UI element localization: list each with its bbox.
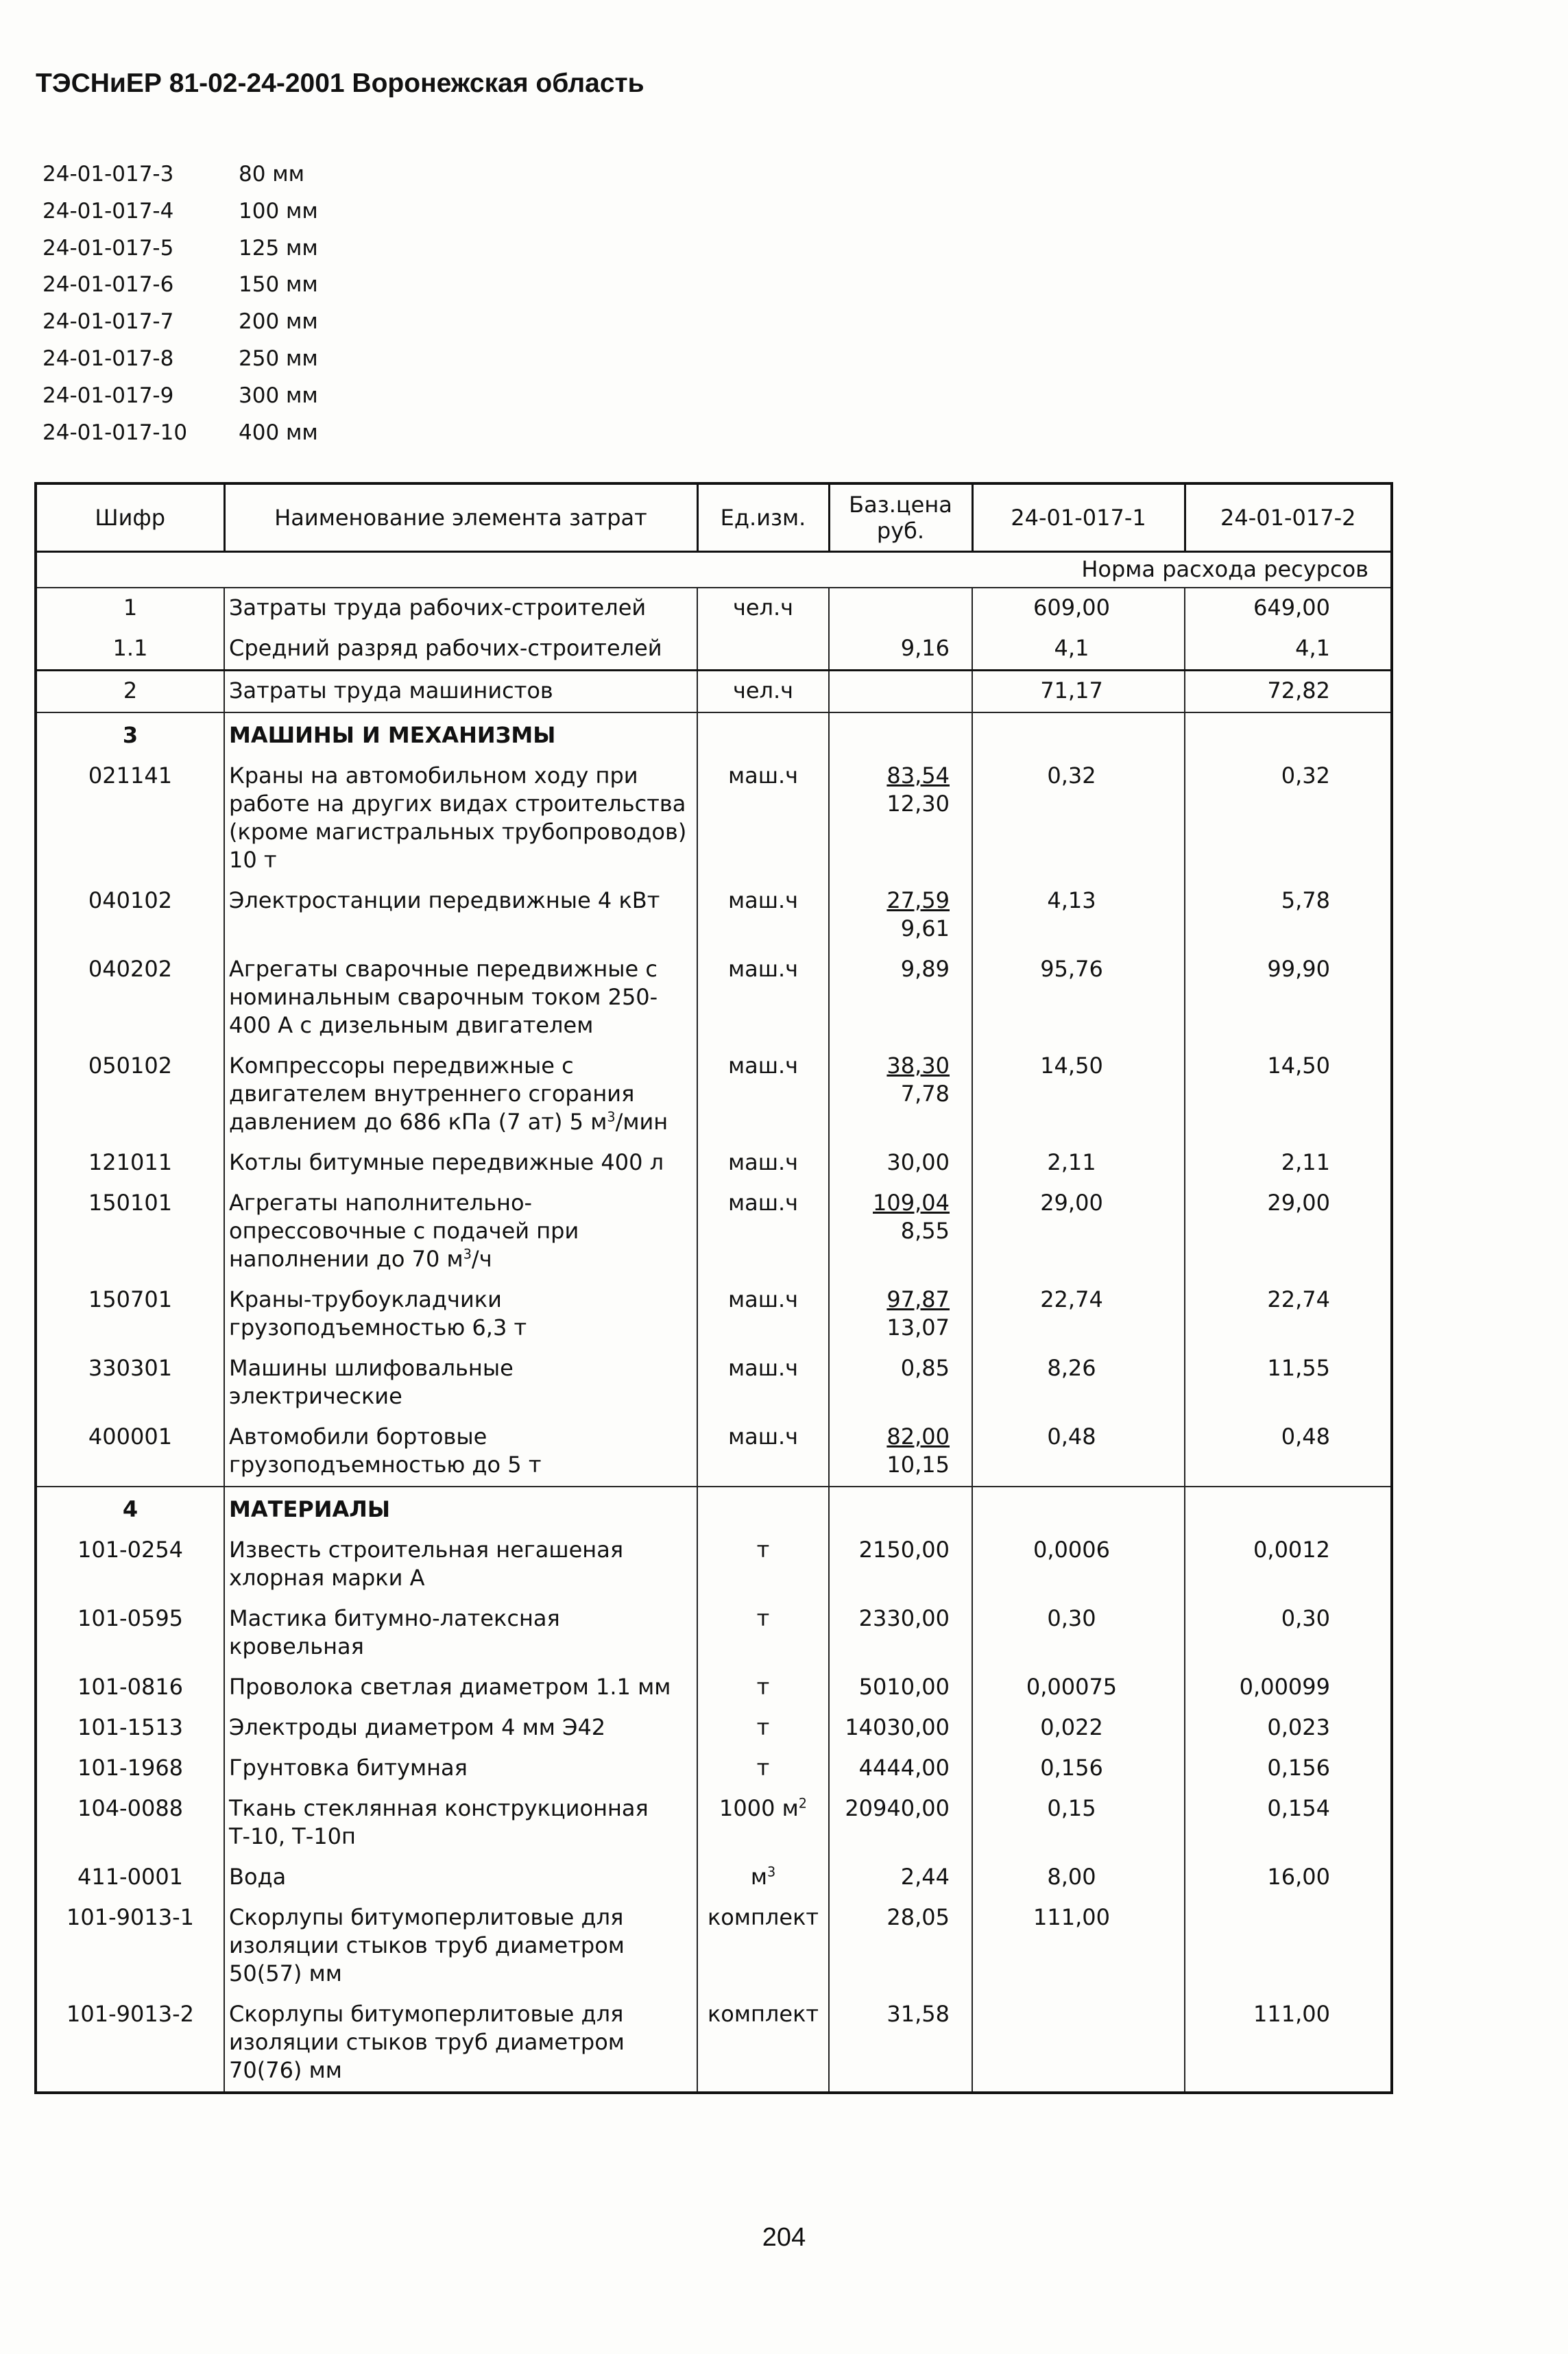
cell-value-1: 4,1 — [972, 629, 1185, 671]
cell-name: Грунтовка битумная — [224, 1749, 697, 1789]
cell-value-1: 14,50 — [972, 1046, 1185, 1143]
cell-value-1: 8,00 — [972, 1858, 1185, 1898]
code-list-item — [43, 272, 318, 309]
cell-code: 104-0088 — [36, 1789, 224, 1858]
cell-price — [829, 1708, 972, 1749]
cell-name: Краны на автомобильном ходу при работе на других видах строительства (кроме магистральных трубопроводов) 10 т — [224, 756, 697, 881]
table-row — [36, 1349, 1392, 1417]
cell-price — [829, 588, 972, 629]
cell-price — [829, 881, 972, 950]
cell-value-1: 71,17 — [972, 671, 1185, 713]
diameter: 80 мм — [239, 162, 305, 187]
table-row — [36, 629, 1392, 671]
cell-value-2: 4,1 — [1185, 629, 1392, 671]
cell-price — [829, 1530, 972, 1599]
table-row — [36, 712, 1392, 756]
diameter: 150 мм — [239, 272, 318, 298]
cell-code: 4 — [36, 1487, 224, 1530]
cell-name: Агрегаты наполнительно-опрессовочные с подачей при наполнении до 70 $м^3/ч$ — [224, 1184, 697, 1280]
cell-price — [829, 1668, 972, 1708]
cell-price — [829, 1143, 972, 1184]
cell-code: 101-0595 — [36, 1599, 224, 1668]
cell-unit: т — [697, 1599, 829, 1668]
code-list-item — [43, 420, 318, 457]
cell-value-2: 111,00 — [1185, 1995, 1392, 2093]
header-unit: Ед.изм. — [697, 483, 829, 552]
cell-value-2: 22,74 — [1185, 1280, 1392, 1349]
price-total: 30,00 — [886, 1149, 950, 1175]
cell-price — [829, 1184, 972, 1280]
cell-unit: $м^3$ — [697, 1858, 829, 1898]
cell-price — [829, 1417, 972, 1487]
cell-value-1: 4,13 — [972, 881, 1185, 950]
cell-code: 3 — [36, 712, 224, 756]
document-title: ТЭСНиЕР 81-02-24-2001 Воронежская область — [36, 69, 644, 98]
cell-unit: чел.ч — [697, 588, 829, 629]
code: 24-01-017-6 — [43, 272, 174, 298]
cell-name: Мастика битумно-латексная кровельная — [224, 1599, 697, 1668]
cell-price — [829, 1599, 972, 1668]
price-total: 82,00 — [886, 1424, 950, 1450]
cell-value-1: 0,00075 — [972, 1668, 1185, 1708]
cell-value-2: 0,00099 — [1185, 1668, 1392, 1708]
table-row — [36, 1280, 1392, 1349]
cell-code: 150101 — [36, 1184, 224, 1280]
cell-unit: маш.ч — [697, 950, 829, 1046]
cell-name: Скорлупы битумоперлитовые для изоляции стыков труб диаметром 50(57) мм — [224, 1898, 697, 1995]
price-wage: 10,15 — [886, 1452, 950, 1478]
table-row — [36, 1530, 1392, 1599]
cell-value-1: 2,11 — [972, 1143, 1185, 1184]
cell-name: МАШИНЫ И МЕХАНИЗМЫ — [224, 712, 697, 756]
price-wage: 8,55 — [900, 1218, 950, 1244]
table-row — [36, 1789, 1392, 1858]
cell-value-2: 14,50 — [1185, 1046, 1392, 1143]
cell-code: 411-0001 — [36, 1858, 224, 1898]
table-row — [36, 881, 1392, 950]
header-name: Наименование элемента затрат — [224, 483, 697, 552]
cell-value-2: 16,00 — [1185, 1858, 1392, 1898]
cell-value-1: 111,00 — [972, 1898, 1185, 1995]
cell-unit: т — [697, 1668, 829, 1708]
norm-label-row — [36, 552, 1392, 588]
cell-name: Автомобили бортовые грузоподъемностью до 5 т — [224, 1417, 697, 1487]
cell-name: Вода — [224, 1858, 697, 1898]
price-total: 83,54 — [886, 762, 950, 789]
cell-unit: 1000 $м^2$ — [697, 1789, 829, 1858]
cell-value-1: 22,74 — [972, 1280, 1185, 1349]
cell-value-2 — [1185, 1487, 1392, 1530]
resource-norms-table — [34, 482, 1393, 2094]
cell-price — [829, 1898, 972, 1995]
cell-name: Ткань стеклянная конструкционная Т-10, Т-10п — [224, 1789, 697, 1858]
cell-name: Компрессоры передвижные с двигателем внутреннего сгорания давлением до 686 кПа (7 ат) 5 $м^3$/мин — [224, 1046, 697, 1143]
code-list-item — [43, 236, 318, 273]
table-row — [36, 1487, 1392, 1530]
price-total: 27,59 — [886, 887, 950, 913]
cell-value-1: 0,30 — [972, 1599, 1185, 1668]
cell-name: Краны-трубоукладчики грузоподъемностью 6,3 т — [224, 1280, 697, 1349]
price-total: 31,58 — [886, 2001, 950, 2027]
price-total: 14030,00 — [845, 1714, 950, 1740]
cell-value-1: 95,76 — [972, 950, 1185, 1046]
cell-price — [829, 1280, 972, 1349]
cell-price — [829, 756, 972, 881]
cell-unit: т — [697, 1749, 829, 1789]
price-total: 28,05 — [886, 1904, 950, 1930]
price-total: 9,16 — [900, 635, 950, 661]
table-row — [36, 756, 1392, 881]
price-total: 38,30 — [886, 1053, 950, 1079]
cell-price — [829, 1046, 972, 1143]
cell-value-2: 0,154 — [1185, 1789, 1392, 1858]
diameter: 300 мм — [239, 383, 318, 408]
code-list-item — [43, 383, 318, 420]
cell-value-1: 29,00 — [972, 1184, 1185, 1280]
diameter: 250 мм — [239, 346, 318, 371]
cell-value-1: 609,00 — [972, 588, 1185, 629]
cell-unit: комплект — [697, 1898, 829, 1995]
cell-name: Агрегаты сварочные передвижные с номинальным сварочным током 250-400 А с дизельным двигателем — [224, 950, 697, 1046]
table-row — [36, 588, 1392, 629]
cell-unit: т — [697, 1530, 829, 1599]
cell-code: 101-0816 — [36, 1668, 224, 1708]
cell-value-2 — [1185, 1898, 1392, 1995]
cell-value-2: 0,0012 — [1185, 1530, 1392, 1599]
cell-value-1: 0,156 — [972, 1749, 1185, 1789]
cell-price — [829, 671, 972, 713]
price-total: 2,44 — [900, 1864, 950, 1890]
cell-unit: маш.ч — [697, 1280, 829, 1349]
cell-name: Котлы битумные передвижные 400 л — [224, 1143, 697, 1184]
cell-value-1: 8,26 — [972, 1349, 1185, 1417]
cell-value-1 — [972, 712, 1185, 756]
cell-price — [829, 1487, 972, 1530]
code-list-item — [43, 199, 318, 236]
cell-name: Средний разряд рабочих-строителей — [224, 629, 697, 671]
cell-unit — [697, 712, 829, 756]
cell-value-2: 11,55 — [1185, 1349, 1392, 1417]
cell-code: 1.1 — [36, 629, 224, 671]
price-total: 109,04 — [873, 1190, 950, 1216]
cell-value-2: 72,82 — [1185, 671, 1392, 713]
cell-name: Электростанции передвижные 4 кВт — [224, 881, 697, 950]
cell-value-2: 0,32 — [1185, 756, 1392, 881]
cell-unit: маш.ч — [697, 1349, 829, 1417]
cell-unit — [697, 1487, 829, 1530]
cell-code: 040202 — [36, 950, 224, 1046]
diameter: 100 мм — [239, 198, 318, 224]
code-list — [43, 162, 318, 457]
cell-code: 121011 — [36, 1143, 224, 1184]
cell-code: 150701 — [36, 1280, 224, 1349]
cell-unit: маш.ч — [697, 756, 829, 881]
cell-value-2: 649,00 — [1185, 588, 1392, 629]
cell-price — [829, 1858, 972, 1898]
cell-price — [829, 950, 972, 1046]
diameter: 125 мм — [239, 235, 318, 261]
cell-name: Проволока светлая диаметром 1.1 мм — [224, 1668, 697, 1708]
page-number: 204 — [762, 2223, 806, 2252]
cell-name: Машины шлифовальные электрические — [224, 1349, 697, 1417]
cell-unit: маш.ч — [697, 1184, 829, 1280]
header-code: Шифр — [36, 483, 224, 552]
cell-name: Электроды диаметром 4 мм Э42 — [224, 1708, 697, 1749]
cell-value-2: 29,00 — [1185, 1184, 1392, 1280]
cell-unit: маш.ч — [697, 1143, 829, 1184]
table-row — [36, 1417, 1392, 1487]
table-header-row — [36, 483, 1392, 552]
table-row — [36, 1184, 1392, 1280]
price-total: 0,85 — [900, 1355, 950, 1381]
cell-code: 400001 — [36, 1417, 224, 1487]
cell-value-2: 99,90 — [1185, 950, 1392, 1046]
cell-code: 101-1968 — [36, 1749, 224, 1789]
cell-value-2: 0,156 — [1185, 1749, 1392, 1789]
norm-label: Норма расхода ресурсов — [36, 552, 1392, 588]
cell-name: МАТЕРИАЛЫ — [224, 1487, 697, 1530]
code: 24-01-017-9 — [43, 383, 174, 408]
cell-value-1 — [972, 1487, 1185, 1530]
cell-value-1: 0,0006 — [972, 1530, 1185, 1599]
table-row — [36, 1749, 1392, 1789]
table-row — [36, 1668, 1392, 1708]
cell-value-1: 0,15 — [972, 1789, 1185, 1858]
cell-code: 021141 — [36, 756, 224, 881]
cell-code: 101-9013-2 — [36, 1995, 224, 2093]
cell-unit: т — [697, 1708, 829, 1749]
cell-price — [829, 1749, 972, 1789]
price-wage: 12,30 — [886, 791, 950, 817]
cell-name: Затраты труда рабочих-строителей — [224, 588, 697, 629]
price-total: 20940,00 — [845, 1795, 950, 1821]
table-row — [36, 1995, 1392, 2093]
cell-value-2: 0,023 — [1185, 1708, 1392, 1749]
cell-value-1: 0,48 — [972, 1417, 1185, 1487]
code: 24-01-017-10 — [43, 420, 188, 445]
cell-code: 330301 — [36, 1349, 224, 1417]
diameter: 400 мм — [239, 420, 318, 445]
table-row — [36, 1898, 1392, 1995]
cell-price — [829, 1349, 972, 1417]
header-base-price: Баз.цена руб. — [829, 483, 972, 552]
cell-price — [829, 1789, 972, 1858]
cell-price — [829, 1995, 972, 2093]
header-col2: 24-01-017-2 — [1185, 483, 1392, 552]
code: 24-01-017-4 — [43, 198, 174, 224]
cell-value-2: 5,78 — [1185, 881, 1392, 950]
table-row — [36, 1858, 1392, 1898]
cell-value-2: 2,11 — [1185, 1143, 1392, 1184]
cell-value-1: 0,32 — [972, 756, 1185, 881]
price-total: 5010,00 — [858, 1674, 950, 1700]
table-row — [36, 1046, 1392, 1143]
code-list-item — [43, 346, 318, 383]
code: 24-01-017-3 — [43, 162, 174, 187]
cell-name: Известь строительная негашеная хлорная марки А — [224, 1530, 697, 1599]
price-wage: 9,61 — [900, 915, 950, 941]
cell-code: 101-9013-1 — [36, 1898, 224, 1995]
cell-unit: комплект — [697, 1995, 829, 2093]
cell-code: 2 — [36, 671, 224, 713]
code-list-item — [43, 162, 318, 199]
price-total: 2150,00 — [858, 1537, 950, 1563]
cell-value-1 — [972, 1995, 1185, 2093]
cell-code: 101-0254 — [36, 1530, 224, 1599]
cell-value-2 — [1185, 712, 1392, 756]
cell-code: 050102 — [36, 1046, 224, 1143]
price-total: 9,89 — [900, 956, 950, 982]
price-wage: 13,07 — [886, 1314, 950, 1341]
table-row — [36, 671, 1392, 713]
price-total: 4444,00 — [858, 1755, 950, 1781]
cell-value-2: 0,48 — [1185, 1417, 1392, 1487]
code: 24-01-017-5 — [43, 235, 174, 261]
cell-unit: чел.ч — [697, 671, 829, 713]
table-row — [36, 950, 1392, 1046]
header-col1: 24-01-017-1 — [972, 483, 1185, 552]
code: 24-01-017-7 — [43, 309, 174, 335]
cell-unit: маш.ч — [697, 1046, 829, 1143]
price-total: 2330,00 — [858, 1605, 950, 1631]
cell-value-2: 0,30 — [1185, 1599, 1392, 1668]
cell-code: 101-1513 — [36, 1708, 224, 1749]
diameter: 200 мм — [239, 309, 318, 335]
table-row — [36, 1143, 1392, 1184]
code: 24-01-017-8 — [43, 346, 174, 371]
cell-unit: маш.ч — [697, 1417, 829, 1487]
cell-price — [829, 712, 972, 756]
price-wage: 7,78 — [900, 1081, 950, 1107]
cell-code: 1 — [36, 588, 224, 629]
code-list-item — [43, 309, 318, 346]
cell-price — [829, 629, 972, 671]
cell-value-1: 0,022 — [972, 1708, 1185, 1749]
table-row — [36, 1599, 1392, 1668]
table-row — [36, 1708, 1392, 1749]
cell-name: Скорлупы битумоперлитовые для изоляции стыков труб диаметром 70(76) мм — [224, 1995, 697, 2093]
cell-name: Затраты труда машинистов — [224, 671, 697, 713]
price-total: 97,87 — [886, 1286, 950, 1312]
cell-unit — [697, 629, 829, 671]
cell-unit: маш.ч — [697, 881, 829, 950]
cell-code: 040102 — [36, 881, 224, 950]
